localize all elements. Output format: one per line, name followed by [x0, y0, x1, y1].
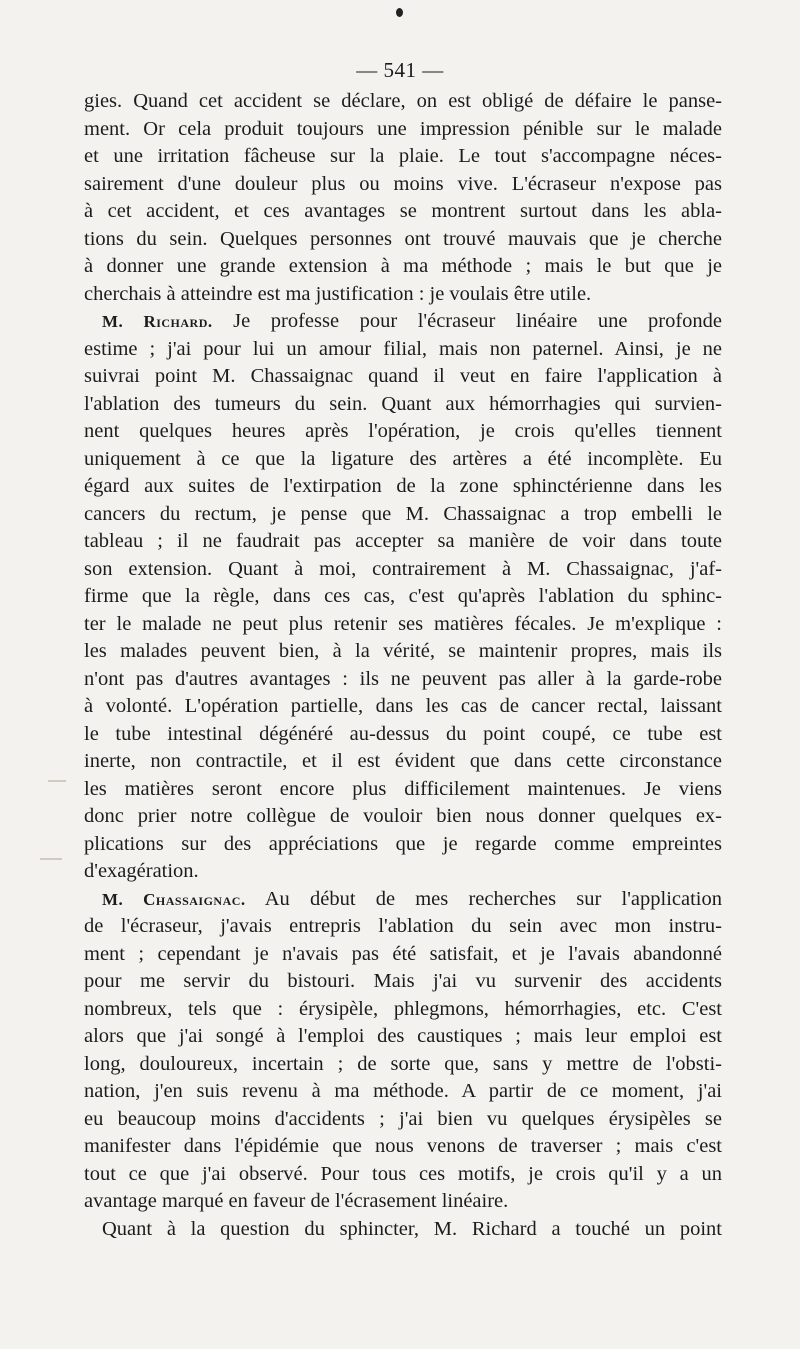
text-line: ment. Or cela produit toujours une impression pénible sur le malade: [84, 117, 722, 140]
text-line: inerte, non contractile, et il est évident que dans cette circonstance: [84, 750, 722, 772]
text-line: le tube intestinal dégénéré au-dessus du point coupé, ce tube est: [84, 722, 722, 745]
text-line: à cet accident, et ces avantages se montrent surtout dans les abla-: [84, 200, 722, 222]
text-line: l'ablation des tumeurs du sein. Quant aux hémorrhagies qui survien-: [84, 392, 722, 415]
richard-paragraph-start: [84, 308, 722, 336]
text-line: nation, j'en suis revenu à ma méthode. A partir de ce moment, j'ai: [84, 1080, 722, 1102]
text-line: long, douloureux, incertain ; de sorte que, sans y mettre de l'obsti-: [84, 1052, 722, 1075]
text-line: pour me servir du bistouri. Mais j'ai vu survenir des accidents: [84, 970, 722, 992]
ink-dot: [396, 8, 403, 17]
text-line: cherchais à atteindre est ma justification : je voulais être utile.: [84, 282, 592, 305]
text-line: plications sur des appréciations que je regarde comme empreintes: [84, 832, 722, 855]
speaker-chassaignac: M. Chassaignac.: [102, 889, 246, 909]
text-line: de l'écraseur, j'avais entrepris l'ablation du sein avec mon instru-: [84, 915, 722, 937]
text-line: égard aux suites de l'extirpation de la zone sphinctérienne dans les: [84, 475, 722, 497]
text-line: tableau ; il ne faudrait pas accepter sa manière de voir dans toute: [84, 530, 722, 552]
chassaignac-first-line: Au début de mes recherches sur l'application: [264, 887, 722, 910]
text-line: son extension. Quant à moi, contrairement à M. Chassaignac, j'af-: [84, 557, 722, 580]
closing-line: Quant à la question du sphincter, M. Richard a touché un point: [102, 1217, 722, 1240]
text-line: nent quelques heures après l'opération, je crois qu'elles tiennent: [84, 420, 722, 442]
text-line: firme que la règle, dans ces cas, c'est qu'après l'ablation du sphinc-: [84, 585, 722, 607]
text-line: sairement d'une douleur plus ou moins vive. L'écraseur n'expose pas: [84, 172, 722, 195]
text-line: et une irritation fâcheuse sur la plaie. Le tout s'accompagne néces-: [84, 145, 722, 167]
speaker-richard: M. Richard.: [102, 312, 213, 331]
text-line: donc prier notre collègue de vouloir bien nous donner quelques ex-: [84, 805, 722, 827]
margin-mark: [40, 858, 62, 860]
margin-mark: [48, 780, 66, 782]
body-text: [84, 88, 722, 1243]
text-line: à donner une grande extension à ma méthode ; mais le but que je: [84, 255, 722, 277]
text-line: suivrai point M. Chassaignac quand il veut en faire l'application à: [84, 365, 722, 387]
text-line: nombreux, tels que : érysipèle, phlegmons, hémorrhagies, etc. C'est: [84, 997, 722, 1020]
text-line: tions du sein. Quelques personnes ont trouvé mauvais que je cherche: [84, 227, 722, 250]
text-line: avantage marqué en faveur de l'écrasement linéaire.: [84, 1190, 509, 1212]
text-line: les malades peuvent bien, à la vérité, se maintenir propres, mais ils: [84, 640, 722, 662]
text-line: n'ont pas d'autres avantages : ils ne peuvent pas aller à la garde-robe: [84, 667, 722, 690]
richard-first-line: Je professe pour l'écraseur linéaire une profonde: [233, 310, 722, 332]
text-line: d'exagération.: [84, 860, 199, 882]
text-line: eu beaucoup moins d'accidents ; j'ai bien vu quelques érysipèles se: [84, 1107, 722, 1130]
text-line: ment ; cependant je n'avais pas été satisfait, et je l'avais abandonné: [84, 942, 722, 965]
text-line: estime ; j'ai pour lui un amour filial, mais non paternel. Ainsi, je ne: [84, 337, 722, 360]
text-line: alors que j'ai songé à l'emploi des caustiques ; mais leur emploi est: [84, 1025, 722, 1047]
text-line: gies. Quand cet accident se déclare, on est obligé de défaire le panse-: [84, 90, 722, 112]
text-line: ter le malade ne peut plus retenir ses matières fécales. Je m'explique :: [84, 612, 722, 635]
chassaignac-paragraph-start: [84, 886, 722, 914]
text-line: manifester dans l'épidémie que nous venons de traverser ; mais c'est: [84, 1135, 722, 1157]
page-number: — 541 —: [356, 58, 444, 82]
text-line: cancers du rectum, je pense que M. Chassaignac a trop embelli le: [84, 502, 722, 525]
text-line: à volonté. L'opération partielle, dans les cas de cancer rectal, laissant: [84, 695, 722, 717]
text-line: tout ce que j'ai observé. Pour tous ces motifs, je crois qu'il y a un: [84, 1162, 722, 1185]
text-line: uniquement à ce que la ligature des artères a été incomplète. Eu: [84, 447, 722, 470]
text-line: les matières seront encore plus difficilement maintenues. Je viens: [84, 777, 722, 800]
